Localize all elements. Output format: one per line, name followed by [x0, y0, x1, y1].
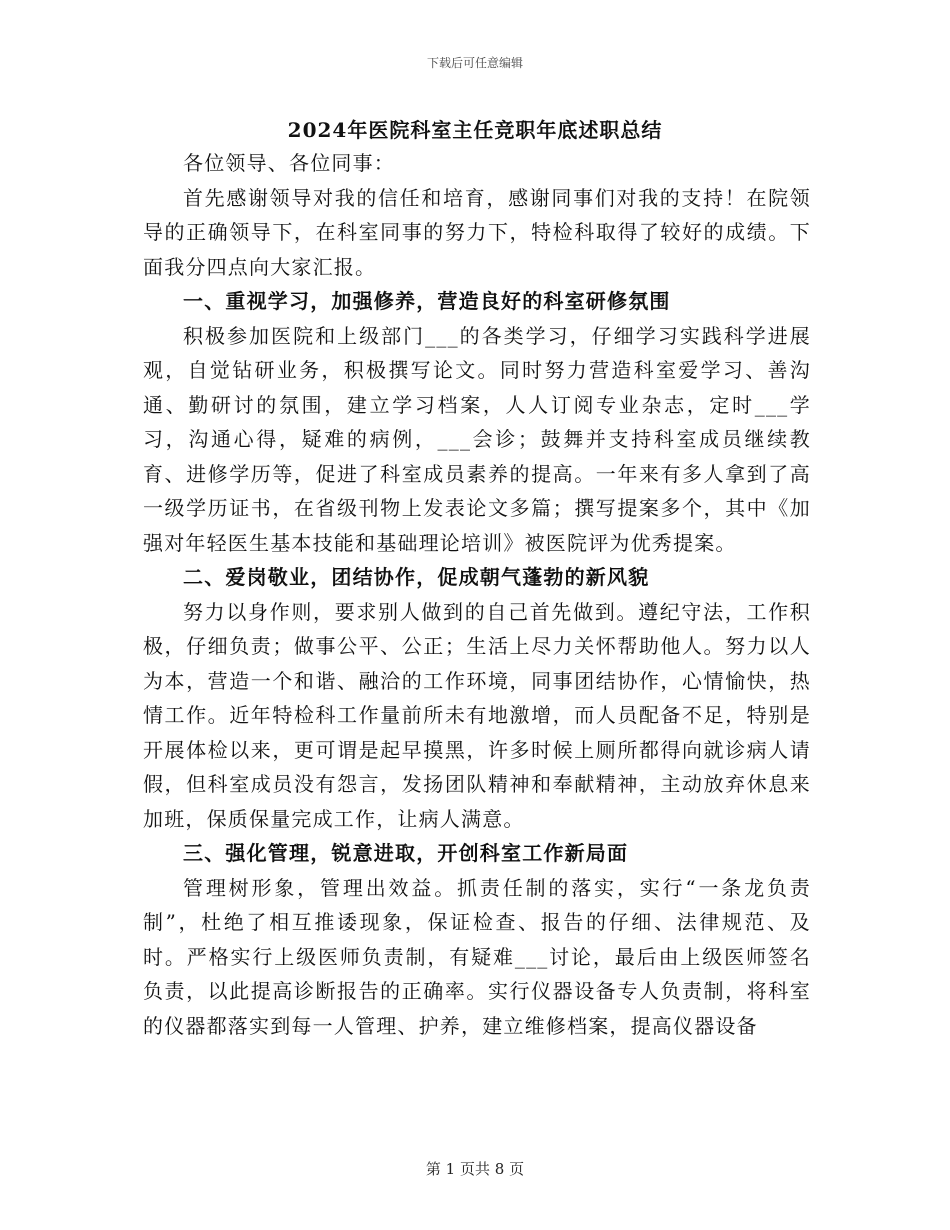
section-heading-3: 三、强化管理，锐意进取，开创科室工作新局面 — [183, 841, 629, 865]
intro-paragraph: 首先感谢领导对我的信任和培育，感谢同事们对我的支持！在院领导的正确领导下，在科室同事的努力下，特检科取得了较好的成绩。下面我分四点向大家汇报。 — [143, 185, 811, 279]
section-body-3: 管理树形象，管理出效益。抓责任制的落实，实行“一条龙负责制”，杜绝了相互推诿现象，保证检查、报告的仔细、法律规范、及时。严格实行上级医师负责制，有疑难___讨论，最后由上级医师签名负责，以此提高诊断报告的正确率。实行仪器设备专人负责制，将科室的仪器都落实到每一人管理、护养，建立维修档案，提高仪器设备 — [143, 875, 811, 1038]
page-footer: 第 1 页共 8 页 — [425, 1160, 525, 1178]
greeting: 各位领导、各位同事： — [183, 151, 395, 175]
document-body — [143, 146, 811, 1043]
section-heading-1: 一、重视学习，加强修养，营造良好的科室研修氛围 — [183, 289, 671, 313]
section-heading-2: 二、爱岗敬业，团结协作，促成朝气蓬勃的新风貌 — [183, 565, 650, 589]
document-title: 2024年医院科室主任竞职年底述职总结 — [287, 118, 663, 142]
section-body-2: 努力以身作则，要求别人做到的自己首先做到。遵纪守法，工作积极，仔细负责；做事公平、公正；生活上尽力关怀帮助他人。努力以人为本，营造一个和谐、融洽的工作环境，同事团结协作，心情愉快，热情工作。近年特检科工作量前所未有地激增，而人员配备不足，特别是开展体检以来，更可谓是起早摸黑，许多时候上厕所都得向就诊病人请假，但科室成员没有怨言，发扬团队精神和奉献精神，主动放弃休息来加班，保质保量完成工作，让病人满意。 — [143, 599, 811, 831]
section-body-1: 积极参加医院和上级部门___的各类学习，仔细学习实践科学进展观，自觉钻研业务，积极撰写论文。同时努力营造科室爱学习、善沟通、勤研讨的氛围，建立学习档案，人人订阅专业杂志，定时___学习，沟通心得，疑难的病例，___会诊；鼓舞并支持科室成员继续教育、进修学历等，促进了科室成员素养的提高。一年来有多人拿到了高一级学历证书，在省级刊物上发表论文多篇；撰写提案多个，其中《加强对年轻医生基本技能和基础理论培训》被医院评为优秀提案。 — [143, 323, 811, 555]
header-note: 下载后可任意编辑 — [426, 56, 523, 70]
